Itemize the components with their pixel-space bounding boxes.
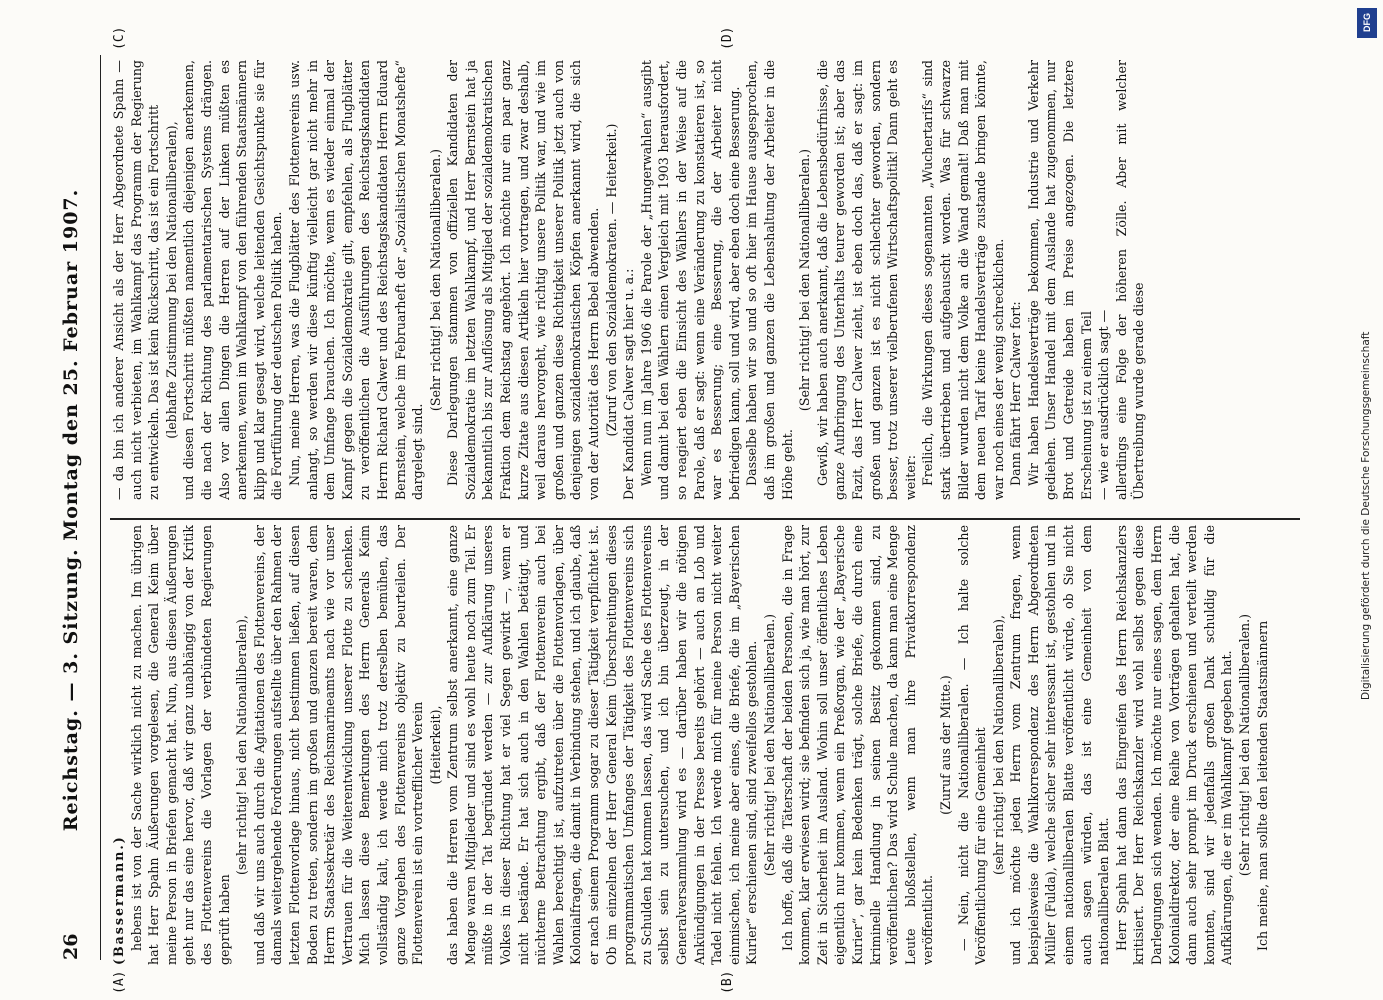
dfg-logo-text: DFG	[1362, 13, 1372, 33]
interjection: (sehr richtig! bei den Nationalliberalen),	[990, 614, 1006, 876]
page-header	[60, 60, 90, 960]
paragraph: — Nein, nicht die Nationalliberalen. — Ich halte solche Veröffentlichung für eine Gemeinheit	[955, 525, 989, 965]
interjection: (Sehr richtig! bei den Nationalliberalen.)	[427, 148, 443, 412]
paragraph: Der Kandidat Calwer sagt hier u. a.:	[621, 268, 637, 500]
right-column	[110, 60, 1300, 500]
paragraph: und diesen Fortschritt müßten namentlich diejenigen anerkennen, die nach der Richtung des parlamentarischen Systems drängen. Also vor allen Dingen die Herren auf der Linken müßten es anerkennen, wenn im Wahlkampf von den führenden Staatsmännern klipp und klar gesagt wird, welche leitenden Gesichtspunkte sie für die Fortführung der deutschen Politik haben.	[181, 60, 285, 500]
digitization-note: Digitalisierung gefördert durch die Deutsche Forschungsgemeinschaft	[1360, 331, 1372, 700]
rotated-page-content	[20, 0, 1360, 1000]
dfg-logo	[1357, 8, 1377, 38]
interjection: (lebhafte Zustimmung bei den Nationalliberalen),	[163, 121, 179, 439]
left-column	[110, 525, 1300, 965]
paragraph: Dasselbe haben wir so und so oft hier im Hause ausgesprochen, daß im großen und ganzen die Lebenshaltung der Arbeiter in die Höhe geht.	[744, 60, 795, 500]
margin-marker-b: (B)	[720, 970, 735, 994]
paragraph: Ich meine, man sollte den leitenden Staatsmännern	[1254, 620, 1270, 951]
paragraph: — da bin ich anderer Ansicht als der Herr Abgeordnete Spahn — auch nicht verbieten, im Wahlkampf das Programm der Regierung zu entwickeln. Das ist kein Rückschritt, das ist ein Fortschritt	[111, 60, 162, 500]
paragraph: Dann fährt Herr Calwer fort:	[1008, 301, 1024, 486]
quotation: Freilich, die Wirkungen dieses sogenannten „Wuchertarifs“ sind stark übertrieben und aufgebauscht worden. Was für schwarze Bilder wurden nicht dem Volke an die Wand gemalt! Daß man mit dem neuen Tarif keine Handelsverträge zustande bringen könnte, war noch eines der wenig schrecklichen.	[920, 60, 1006, 500]
header-rule	[100, 55, 101, 960]
paragraph: hebens ist von der Sache wirklich nicht zu machen. Im übrigen hat Herr Spahn Äußerungen vorgelesen, die General Keim über meine Person in Briefen gemacht hat. Nun, aus diesen Äußerungen geht nur das eine hervor, daß wir ganz unabhängig von der Kritik des Flottenvereins die Vorlagen der verbündeten Regierungen geprüft haben	[128, 525, 232, 965]
paragraph: Gewiß, wir haben auch anerkannt, daß die Lebensbedürfnisse, die ganze Aufbringung des Unterhalts teurer geworden ist; aber das Fazit, das Herr Calwer zieht, ist eben doch das, daß er sagt: im großen und ganzen ist es nicht schlechter geworden, sondern besser, trotz unserer vielberufenen Wirtschaftspolitik! Dann geht es weiter:	[814, 60, 918, 500]
interjection: (Heiterkeit),	[427, 705, 443, 785]
interjection: (Sehr richtig! bei den Nationalliberalen.)	[761, 613, 777, 877]
paragraph: und ich möchte jeden Herrn vom Zentrum fragen, wenn beispielsweise die Wahlkorrespondenz des Herrn Abgeordneten Müller (Fulda), welche sicher sehr interessant ist, gestohlen und in einem nationalliberalen Blatte veröffentlicht würde, ob Sie nicht auch sagen würden, das ist eine Gemeinheit von dem nationalliberalen Blatt.	[1008, 525, 1112, 965]
margin-marker-d: (D)	[720, 26, 735, 50]
interjection: (Sehr richtig! bei den Nationalliberalen.)	[797, 148, 813, 412]
column-divider	[110, 518, 1300, 520]
paragraph: das haben die Herren vom Zentrum selbst anerkannt, eine ganze Menge waren Mitglieder und sind es wohl heute noch zum Teil. Er müßte in der Tat begründet werden — zur Aufklärung unseres Volkes in dieser Richtung hat er viel Segen gewirkt —, wenn er nicht bestände. Er hat sich auch in den Wahlen betätigt, und nüchterne Betrachtung ergibt, daß der Flottenverein auch bei Wahlen berechtigt ist, aufzutreten über die Flottenvorlagen, über Kolonialfragen, die damit in Verbindung stehen, und ich glaube, daß er nach seinem Programm sogar zu dieser Tätigkeit verpflichtet ist. Ob im einzelnen der Herr General Keim Überschreitungen dieses programmatischen Umfanges der Tätigkeit des Flottenvereins sich zu Schulden hat kommen lassen, das wird Sache des Flottenvereins selbst sein zu untersuchen, und ich bin überzeugt, in der Generalversammlung wird es — darüber haben wir die nötigen Ankündigungen in der Presse bereits gehört — auch an Lob und Tadel nicht fehlen. Ich werde mich für meine Person nicht weiter einmischen, ich meine aber eines, die Briefe, die im „Bayerischen Kurier“ erschienen sind, sind zweifellos gestohlen.	[445, 525, 760, 965]
quotation: Wir haben Handelsverträge bekommen, Industrie und Verkehr gediehen. Unser Handel mit dem Auslande hat zugenommen, nur Brot und Getreide haben im Preise angezogen. Die letztere Erscheinung ist zu einem Teil	[1025, 60, 1094, 500]
margin-marker-a: (A)	[112, 970, 127, 994]
interjection: (Zuruf von den Sozialdemokraten. — Heiterkeit.)	[603, 123, 619, 437]
paragraph: Nun, meine Herren, was die Flugblätter des Flottenvereins usw. anlangt, so werden wir diese künftig vielleicht gar nicht mehr in dem Umfange brauchen. Ich möchte, wenn es wieder einmal der Kampf gegen die Sozialdemokratie gilt, empfehlen, als Flugblätter zu veröffentlichen die Ausführungen des Reichstagskandidaten Herrn Richard Calwer und des Reichstagskandidaten Herrn Eduard Bernstein, welche im Februarheft der „Sozialistischen Monatshefte“ dargelegt sind.	[286, 60, 426, 500]
interjection: — wie er ausdrücklich sagt —	[1096, 309, 1112, 500]
running-title: Reichstag. — 3. Sitzung. Montag den 25. Februar 1907.	[60, 188, 82, 832]
speaker-name: (Bassermann.)	[111, 835, 126, 965]
interjection: (sehr richtig! bei den Nationalliberalen),	[234, 614, 250, 876]
interjection: (Sehr richtig! bei den Nationalliberalen.)	[1237, 613, 1252, 877]
quotation: Wenn nun im Jahre 1906 die Parole der „Hungerwahlen“ ausgibt und damit bei den Wählern einen Vergleich mit 1903 herausfordert, so reagiert eben die Einsicht des Wählers in der Weise auf die Parole, daß er sagt: wenn eine Veränderung zu konstatieren ist, so war es Besserung; eine Besserung, die der Arbeiter nicht befriedigen kann, soll und wird, aber eben doch eine Besserung.	[638, 60, 742, 500]
paragraph: Herr Spahn hat dann das Eingreifen des Herrn Reichskanzlers kritisiert. Der Herr Reichskanzler wird wohl selbst gegen diese Darlegungen sich wenden. Ich möchte nur eines sagen, dem Herrn Kolonialdirektor, der eine Reihe von Vorträgen gehalten hat, die dann auch sehr prompt im Druck erschienen und verteilt werden konnten, sind wir jedenfalls großen Dank schuldig für die Aufklärungen, die er im Wahlkampf gegeben hat.	[1113, 525, 1235, 965]
paragraph: Ich hoffe, daß die Täterschaft der beiden Personen, die in Frage kommen, klar erwiesen wird; sie befinden sich ja, wie man hört, zur Zeit in Sicherheit im Ausland. Wohin soll unser öffentliches Leben eigentlich nur kommen, wenn ein Preßorgan, wie der „Bayerische Kurier“, gar kein Bedenken trägt, solche Briefe, die durch eine kriminelle Handlung in seinen Besitz gekommen sind, zu veröffentlichen? Das wird Schule machen, da kann man eine Menge Leute bloßstellen, wenn man ihre Privatkorrespondenz veröffentlicht.	[779, 525, 936, 965]
margin-marker-c: (C)	[112, 26, 127, 50]
interjection: (Zuruf aus der Mitte.)	[937, 675, 953, 815]
page-number: 26	[60, 933, 82, 960]
paragraph: Diese Darlegungen stammen von offiziellen Kandidaten der Sozialdemokratie im letzten Wahlkampf, und Herr Bernstein hat ja bekanntlich bis zur Auflösung als Mitglied der sozialdemokratischen Fraktion dem Reichstag angehört. Ich möchte nur ein paar ganz kurze Zitate aus diesen Artikeln hier vortragen, und zwar deshalb, weil daraus hervorgeht, wie richtig unsere Politik war, und wie im großen und ganzen diese Richtigkeit unserer Politik jetzt auch von denjenigen sozialdemokratischen Köpfen anerkannt wird, die sich von der Autorität des Herrn Bebel abwenden.	[445, 60, 602, 500]
paragraph: und daß wir uns auch durch die Agitationen des Flottenvereins, der damals weitergehende Forderungen aufstellte über den Rahmen der letzten Flottenvorlage hinaus, nicht bestimmen ließen, auf diesen Boden zu treten, sondern im großen und ganzen bereit waren, dem Herrn Staatssekretär des Reichsmarineamts nach wie vor unser Vertrauen für die Weiterentwicklung unserer Flotte zu schenken. Mich lassen diese Bemerkungen des Herrn Generals Keim vollständig kalt, ich werde mich trotz derselben bemühen, das ganze Vorgehen des Flottenvereins objektiv zu beurteilen. Der Flottenverein ist ein vortrefflicher Verein	[251, 525, 426, 965]
quotation: allerdings eine Folge der höheren Zölle. Aber mit welcher Übertreibung wurde gerade diese	[1113, 60, 1147, 500]
